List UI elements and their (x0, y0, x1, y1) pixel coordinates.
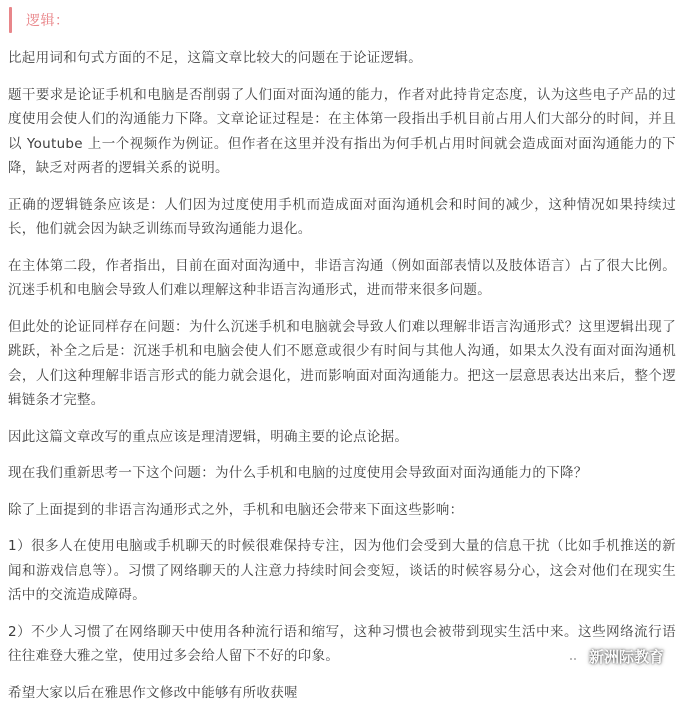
paragraph-5: 但此处的论证同样存在问题：为什么沉迷手机和电脑就会导致人们难以理解非语言沟通形式？这里逻辑出现了跳跃，补全之后是：沉迷手机和电脑会使人们不愿意或很少有时间与其他人沟通，如果太久没有面对面沟通机会，人们这种理解非语言形式的能力就会退化，进而影响面对面沟通能力。把这一层意思表达出来后，整个逻辑链条才完整。 (8, 318, 676, 408)
heading-text: 逻辑： (26, 13, 70, 29)
paragraph-4: 在主体第二段，作者指出，目前在面对面沟通中，非语言沟通（例如面部表情以及肢体语言）占了很大比例。沉迷手机和电脑会导致人们难以理解这种非语言沟通形式，进而带来很多问题。 (8, 257, 676, 298)
watermark (557, 646, 664, 667)
paragraph-10: 2）不少人习惯了在网络聊天中使用各种流行语和缩写，这种习惯也会被带到现实生活中来。这些网络流行语往往难登大雅之堂，使用过多会给人留下不好的印象。 (8, 623, 676, 664)
paragraph-7: 现在我们重新思考一下这个问题：为什么手机和电脑的过度使用会导致面对面沟通能力的下降？ (8, 465, 588, 481)
section-heading (9, 6, 70, 34)
paragraph-2: 题干要求是论证手机和电脑是否削弱了人们面对面沟通的能力，作者对此持肯定态度，认为这些电子产品的过度使用会使人们的沟通能力下降。文章论证过程是：在主体第一段指出手机目前占用人们大部分的时间，并且以 Youtube 上一个视频作为例证。但作者在这里并没有指出为何手机占用时间就会造成面对面沟通能力的下降，缺乏对两者的逻辑关系的说明。 (8, 86, 676, 176)
paragraph-8: 除了上面提到的非语言沟通形式之外，手机和电脑还会带来下面这些影响： (8, 501, 464, 518)
watermark-text: 新洲际教育 (588, 648, 664, 666)
paragraph-1: 比起用词和句式方面的不足，这篇文章比较大的问题在于论证逻辑。 (8, 50, 422, 66)
wechat-icon (557, 647, 581, 667)
paragraph-11: 希望大家以后在雅思作文修改中能够有所收获喔 (8, 684, 298, 701)
article-body (8, 46, 676, 717)
heading-accent-bar (9, 7, 12, 33)
paragraph-6: 因此这篇文章改写的重点应该是理清逻辑，明确主要的论点论据。 (8, 428, 409, 445)
paragraph-9: 1）很多人在使用电脑或手机聊天的时候很难保持专注，因为他们会受到大量的信息干扰（比如手机推送的新闻和游戏信息等）。习惯了网络聊天的人注意力持续时间会变短，谈话的时候容易分心，这会对他们在现实生活中的交流造成障碍。 (8, 538, 676, 603)
paragraph-3: 正确的逻辑链条应该是：人们因为过度使用手机而造成面对面沟通机会和时间的减少，这种情况如果持续过长，他们就会因为缺乏训练而导致沟通能力退化。 (8, 196, 676, 237)
